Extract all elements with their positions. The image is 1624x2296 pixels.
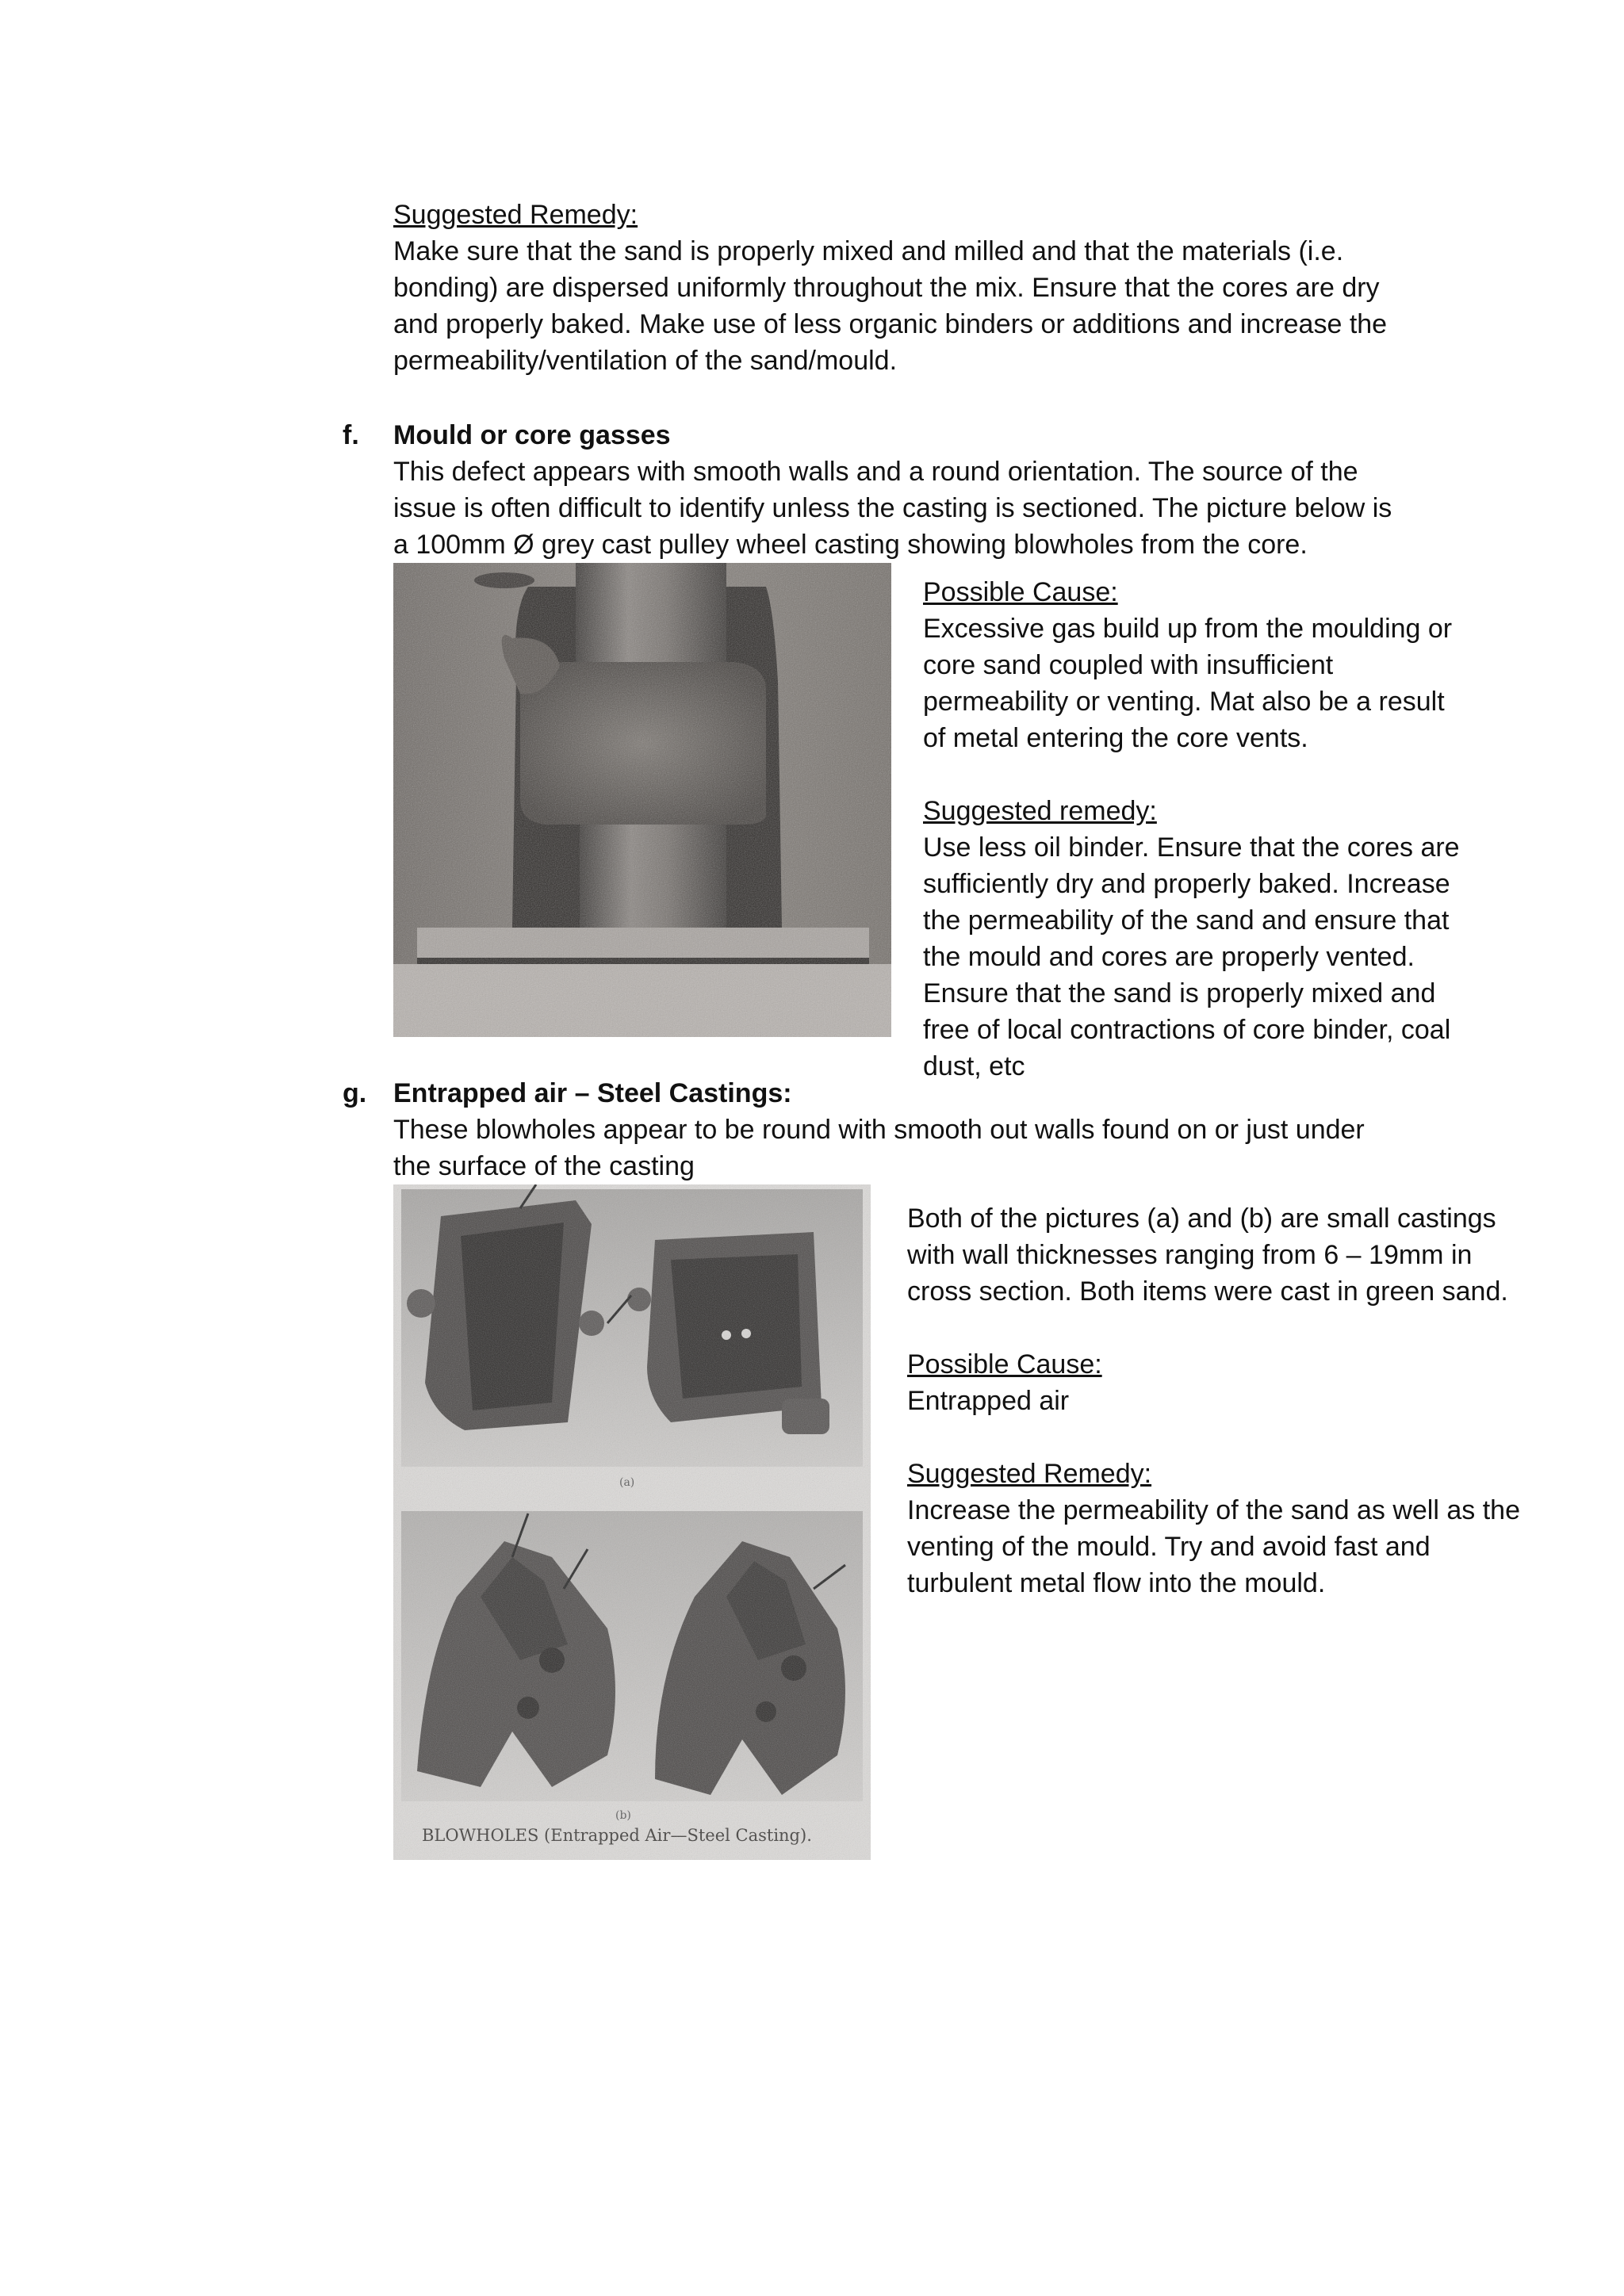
steel-castings-photo: [393, 1184, 871, 1860]
section-f-intro: [393, 417, 1392, 563]
section-f-remedy-line: the permeability of the sand and ensure that: [923, 905, 1450, 936]
section-f-remedy-heading: Suggested remedy:: [923, 796, 1157, 826]
section-g-remedy-heading: Suggested Remedy:: [907, 1459, 1152, 1489]
section-g-side-text: [907, 1200, 1520, 1601]
section-f-remedy-line: Ensure that the sand is properly mixed and: [923, 978, 1436, 1008]
section-f-cause-line: of metal entering the core vents.: [923, 723, 1308, 753]
section-g-desc-line: cross section. Both items were cast in green sand.: [907, 1276, 1508, 1307]
pulley-casting-photo: [393, 563, 891, 1037]
section-f-side-text: [923, 574, 1460, 1085]
section-g-intro-line: the surface of the casting: [393, 1151, 695, 1181]
section-g-remedy-line: turbulent metal flow into the mould.: [907, 1568, 1326, 1598]
section-f-remedy-line: the mould and cores are properly vented.: [923, 942, 1415, 972]
section-g-desc-line: Both of the pictures (a) and (b) are small castings: [907, 1203, 1496, 1234]
section-g-marker: g.: [343, 1078, 367, 1108]
section-f-cause-line: core sand coupled with insufficient: [923, 650, 1334, 680]
section-g-intro: [393, 1075, 1365, 1184]
top-remedy-line: Make sure that the sand is properly mixed and milled and that the materials (i.e.: [393, 236, 1344, 266]
section-f-cause-heading: Possible Cause:: [923, 577, 1118, 607]
section-f-remedy-line: free of local contractions of core binder, coal: [923, 1015, 1451, 1045]
section-g-desc-line: with wall thicknesses ranging from 6 – 19mm in: [907, 1240, 1473, 1270]
top-remedy-line: permeability/ventilation of the sand/mould.: [393, 346, 898, 376]
section-g-cause-line: Entrapped air: [907, 1386, 1070, 1416]
section-f-intro-line: This defect appears with smooth walls and a round orientation. The source of the: [393, 457, 1358, 487]
section-f-remedy-line: Use less oil binder. Ensure that the cores are: [923, 832, 1460, 863]
section-g-title: Entrapped air – Steel Castings:: [393, 1078, 792, 1108]
section-f-intro-line: issue is often difficult to identify unless the casting is sectioned. The picture below is: [393, 493, 1392, 523]
section-g-remedy-line: venting of the mould. Try and avoid fast and: [907, 1532, 1431, 1562]
section-g-remedy-line: Increase the permeability of the sand as well as the: [907, 1495, 1520, 1525]
section-f-remedy-line: sufficiently dry and properly baked. Increase: [923, 869, 1450, 899]
section-f-cause-line: permeability or venting. Mat also be a result: [923, 687, 1445, 717]
section-f-intro-line: a 100mm Ø grey cast pulley wheel casting showing blowholes from the core.: [393, 530, 1308, 560]
section-g-cause-heading: Possible Cause:: [907, 1349, 1102, 1380]
section-f-marker: f.: [343, 420, 359, 450]
top-remedy-line: bonding) are dispersed uniformly throughout the mix. Ensure that the cores are dry: [393, 273, 1380, 303]
top-remedy-line: and properly baked. Make use of less organic binders or additions and increase the: [393, 309, 1388, 339]
section-f-title: Mould or core gasses: [393, 420, 671, 450]
top-remedy-heading: Suggested Remedy:: [393, 200, 638, 230]
top-remedy-block: [393, 197, 1387, 379]
section-f-cause-line: Excessive gas build up from the moulding or: [923, 614, 1453, 644]
section-f-remedy-line: dust, etc: [923, 1051, 1025, 1081]
section-g-intro-line: These blowholes appear to be round with smooth out walls found on or just under: [393, 1115, 1365, 1145]
